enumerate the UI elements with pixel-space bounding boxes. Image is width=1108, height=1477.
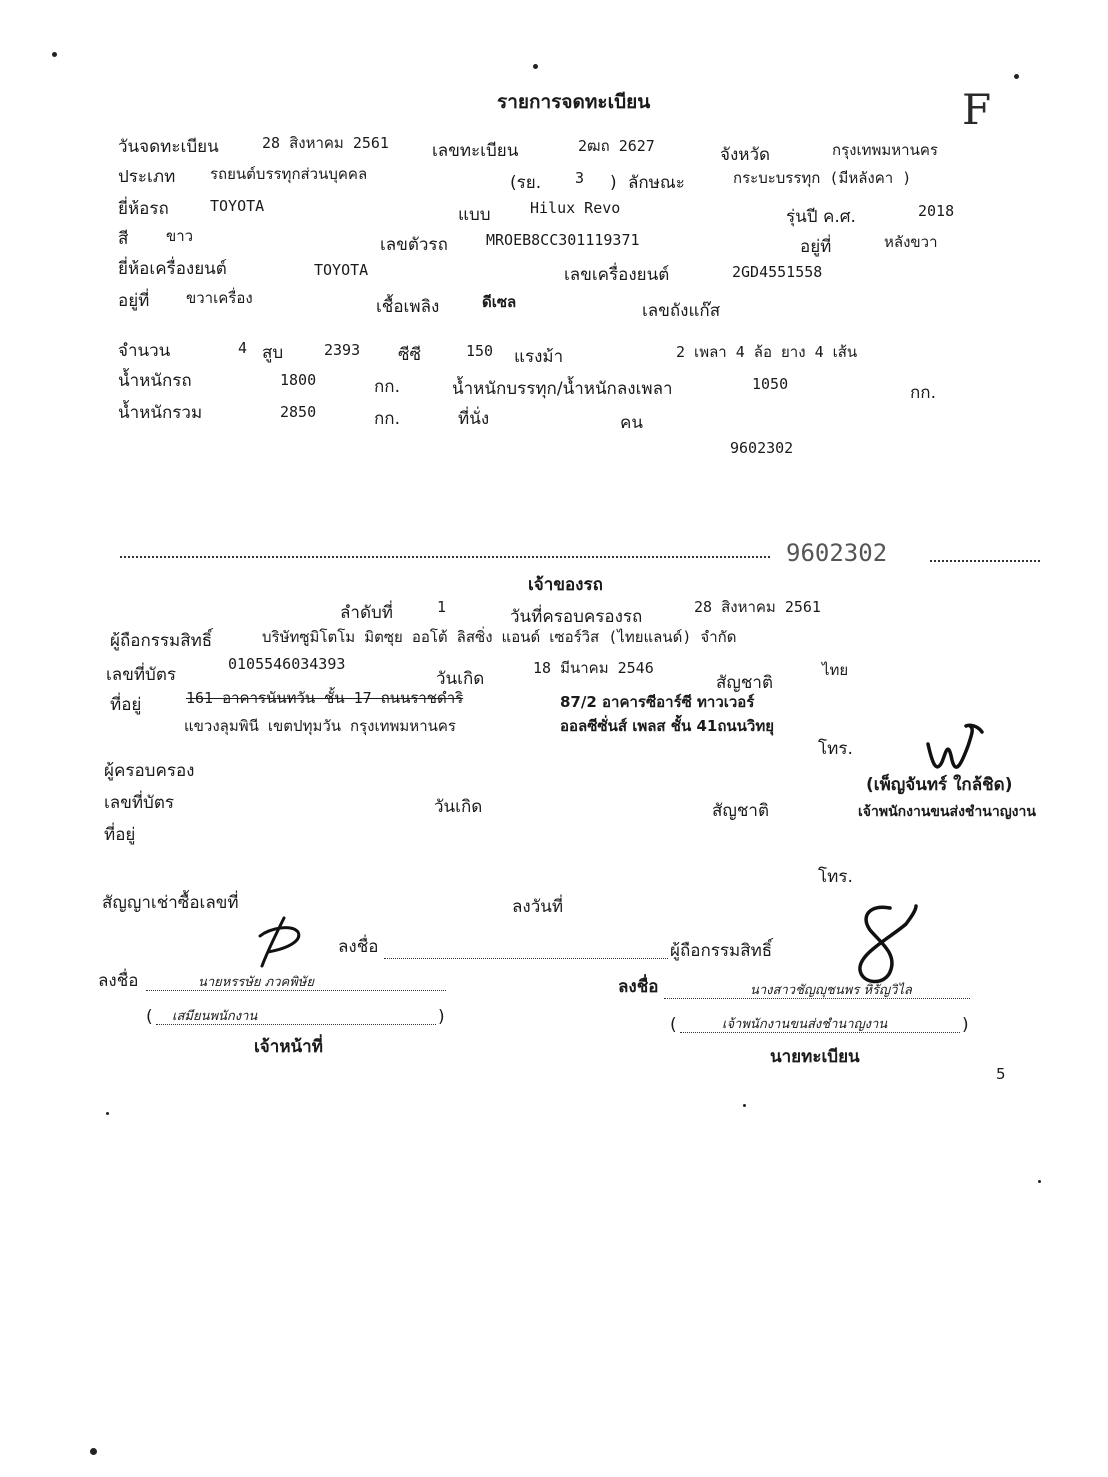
scan-speck — [106, 1112, 109, 1115]
owner-role: ผู้ถือกรรมสิทธิ์ — [670, 941, 773, 961]
nation: ไทย — [822, 661, 849, 679]
addr-label: ที่อยู่ — [110, 695, 142, 715]
chassis-no: MROEB8CC301119371 — [486, 231, 640, 249]
address-old-line1: 161 อาคารนันทวัน ชั้น 17 ถนนราชดำริ — [186, 689, 464, 707]
ry-close: ) — [610, 173, 617, 193]
stamp-name: (เพ็ญจันทร์ ใกล้ชิด) — [866, 775, 1013, 795]
gross-unit: กก. — [374, 409, 400, 429]
corner-mark: F — [962, 85, 992, 134]
officer-position: เสมียนพนักงาน — [172, 1009, 258, 1024]
section-divider — [120, 556, 770, 558]
seat-label: ที่นั่ง — [458, 409, 490, 429]
registrar-position: เจ้าพนักงานขนส่งชำนาญงาน — [722, 1017, 888, 1032]
doc-code: 9602302 — [730, 439, 794, 457]
possessor-phone-label: โทร. — [818, 867, 853, 887]
vehicle-style: กระบะบรรทุก (มีหลังคา ) — [733, 169, 912, 187]
registrar-paren-close: ) — [962, 1015, 969, 1035]
reg-no: 2ฒถ 2627 — [578, 137, 655, 155]
engine-loc-label: อยู่ที่ — [118, 291, 150, 311]
document-title: รายการจดทะเบียน — [497, 91, 651, 113]
sign-label-officer: ลงชื่อ — [98, 971, 139, 991]
address-old-line2: แขวงลุมพินี เขตปทุมวัน กรุงเทพมหานคร — [184, 717, 456, 735]
section-divider-right — [930, 560, 1040, 562]
owner-name: บริษัทซูมิโตโม มิตซุย ออโต้ ลิสซิ่ง แอนด์ เซอร์วิส (ไทยแลนด์) จำกัด — [262, 628, 737, 646]
registrar-name: นางสาวชัญญุชนพร หิรัญวิไล — [750, 983, 912, 998]
type-label: ประเภท — [118, 167, 176, 187]
gross-label: น้ำหนักรวม — [118, 403, 203, 423]
axles-tires: 2 เพลา 4 ล้อ ยาง 4 เส้น — [676, 343, 858, 361]
scan-speck — [743, 1104, 746, 1107]
engine-brand: TOYOTA — [314, 261, 369, 279]
possessor-card-label: เลขที่บัตร — [104, 793, 175, 813]
owner-heading: เจ้าของรถ — [528, 575, 603, 595]
color-label: สี — [118, 229, 129, 249]
address-new-line1: 87/2 อาคารซีอาร์ซี ทาวเวอร์ — [560, 693, 755, 711]
phone-label: โทร. — [818, 739, 853, 759]
page-number: 5 — [996, 1065, 1006, 1083]
chassis-label: เลขตัวรถ — [380, 235, 448, 255]
owner-sign-line — [384, 958, 668, 959]
sign-label-registrar: ลงชื่อ — [618, 977, 659, 997]
officer-signature — [254, 914, 304, 970]
officer-name: นายหรรษัย ภวคพิษัย — [198, 975, 314, 990]
possessor-label: ผู้ครอบครอง — [104, 761, 195, 781]
chassis-loc-label: อยู่ที่ — [800, 237, 832, 257]
ry-no: 3 — [575, 169, 585, 187]
engine-no: 2GD4551558 — [732, 263, 823, 281]
scan-speck — [52, 52, 57, 57]
fuel-label: เชื้อเพลิง — [376, 297, 440, 317]
engine-no-label: เลขเครื่องยนต์ — [564, 265, 670, 285]
card-label: เลขที่บัตร — [106, 665, 177, 685]
reg-date-label: วันจดทะเบียน — [118, 137, 219, 157]
dob: 18 มีนาคม 2546 — [533, 659, 654, 677]
scan-speck — [1014, 74, 1019, 79]
contract-label: สัญญาเช่าซื้อเลขที่ — [102, 893, 239, 913]
hp-label: แรงม้า — [514, 347, 564, 367]
scan-speck — [533, 64, 538, 69]
faded-code: 9602302 — [786, 540, 888, 562]
cylinders: 4 — [238, 339, 248, 357]
registrar-role: นายทะเบียน — [770, 1047, 860, 1067]
cyl-label: สูบ — [262, 343, 284, 363]
seq-no: 1 — [437, 598, 447, 616]
reg-date: 28 สิงหาคม 2561 — [262, 134, 389, 152]
officer-role: เจ้าหน้าที่ — [254, 1037, 323, 1057]
year-label: รุ่นปี ค.ศ. — [786, 207, 856, 227]
card-no: 0105546034393 — [228, 655, 346, 673]
nation-label: สัญชาติ — [716, 673, 773, 693]
province-label: จังหวัด — [720, 145, 771, 165]
fuel: ดีเซล — [482, 293, 517, 311]
registrar-signature — [850, 902, 920, 990]
possessor-addr-label: ที่อยู่ — [104, 825, 136, 845]
owner-label: ผู้ถือกรรมสิทธิ์ — [110, 631, 213, 651]
province: กรุงเทพมหานคร — [832, 141, 938, 159]
hold-date-label: วันที่ครอบครองรถ — [510, 607, 643, 627]
qty-label: จำนวน — [118, 341, 171, 361]
hold-date: 28 สิงหาคม 2561 — [694, 598, 821, 616]
address-new-line2: ออลซีซั่นส์ เพลส ชั้น 41ถนนวิทยุ — [560, 717, 775, 735]
weight-unit: กก. — [374, 377, 400, 397]
officer-signature-top — [922, 722, 1002, 782]
gas-tank-label: เลขถังแก๊ส — [642, 301, 721, 321]
color: ขาว — [166, 227, 194, 245]
seat-unit: คน — [620, 413, 643, 433]
seq-label: ลำดับที่ — [340, 603, 394, 623]
chassis-loc: หลังขวา — [884, 233, 938, 251]
engine-loc: ขวาเครื่อง — [186, 289, 253, 307]
weight: 1800 — [280, 371, 317, 389]
registrar-paren-open: ( — [670, 1015, 677, 1035]
brand-label: ยี่ห้อรถ — [118, 199, 169, 219]
gross-weight: 2850 — [280, 403, 317, 421]
brand: TOYOTA — [210, 197, 265, 215]
officer-paren-close: ) — [438, 1007, 445, 1027]
possessor-dob-label: วันเกิด — [434, 797, 483, 817]
cc: 2393 — [324, 341, 361, 359]
year: 2018 — [918, 202, 955, 220]
load: 1050 — [752, 375, 789, 393]
ry-open: (รย. — [510, 173, 542, 193]
possessor-nation-label: สัญชาติ — [712, 801, 769, 821]
officer-paren-open: ( — [146, 1007, 153, 1027]
cc-label: ซีซี — [398, 345, 422, 365]
scan-speck — [90, 1448, 97, 1455]
stamp-title: เจ้าพนักงานขนส่งชำนาญงาน — [858, 804, 1036, 820]
contract-date-label: ลงวันที่ — [512, 897, 564, 917]
vehicle-type: รถยนต์บรรทุกส่วนบุคคล — [210, 165, 368, 183]
model-label: แบบ — [458, 205, 491, 225]
model: Hilux Revo — [530, 199, 621, 217]
style-label: ลักษณะ — [628, 173, 685, 193]
sign-label-owner: ลงชื่อ — [338, 937, 379, 957]
load-unit: กก. — [910, 383, 936, 403]
load-label: น้ำหนักบรรทุก/น้ำหนักลงเพลา — [452, 379, 673, 399]
dob-label: วันเกิด — [436, 669, 485, 689]
horsepower: 150 — [466, 342, 494, 360]
weight-label: น้ำหนักรถ — [118, 371, 192, 391]
reg-no-label: เลขทะเบียน — [432, 141, 519, 161]
scan-speck — [1038, 1180, 1041, 1183]
engine-brand-label: ยี่ห้อเครื่องยนต์ — [118, 259, 227, 279]
